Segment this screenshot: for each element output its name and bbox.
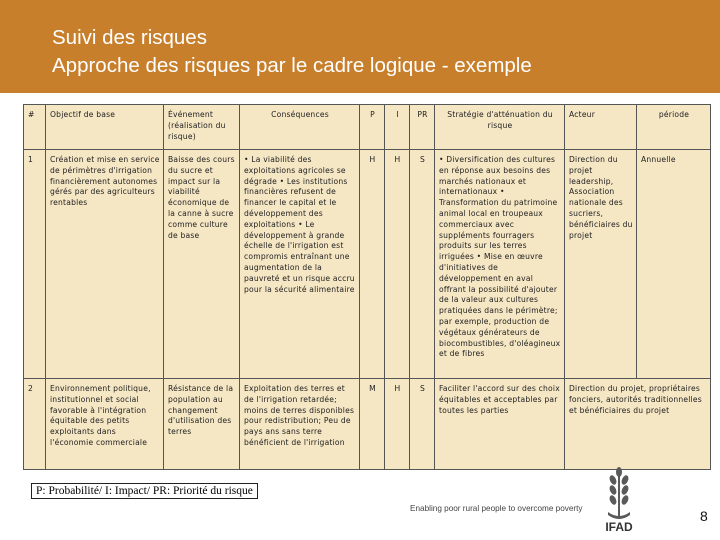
header-cell: période: [637, 105, 711, 150]
logo-text: IFAD: [605, 520, 633, 534]
header-cell: I: [385, 105, 410, 150]
objectif-cell: Création et mise en service de périmètres d'irrigation financièrement autonomes gérés par des agriculteurs rentables: [46, 150, 164, 379]
table-row: [24, 150, 711, 379]
consequences-cell: Exploitation des terres et de l'irrigation retardée; moins de terres disponibles pour redistribution; Peu de pays ans sans terre bénéficient de l'irrigation: [240, 379, 360, 470]
header-cell: Acteur: [565, 105, 637, 150]
evenement-cell: Baisse des cours du sucre et impact sur la viabilité économique de la canne à sucre comme culture de base: [164, 150, 240, 379]
table-header-row: [24, 105, 711, 150]
header-cell: #: [24, 105, 46, 150]
row-number: 2: [24, 379, 46, 470]
impact-cell: H: [385, 150, 410, 379]
priorite-cell: S: [410, 150, 435, 379]
title-banner: [0, 0, 720, 93]
header-cell: PR: [410, 105, 435, 150]
impact-cell: H: [385, 379, 410, 470]
table-row: [24, 379, 711, 470]
header-cell: Événement (réalisation du risque): [164, 105, 240, 150]
objectif-cell: Environnement politique, institutionnel et social favorable à l'intégration équitable des petits exploitants dans l'économie commerciale: [46, 379, 164, 470]
consequences-cell: • La viabilité des exploitations agricoles se dégrade • Les institutions financières refusent de financer le capital et le développement des exploitations • Le développement à grande échelle de l'irrigation est compromis entraînant une augmentation de la pauvreté et un risque accru pour la sécurité alimentaire: [240, 150, 360, 379]
slide-title: [52, 24, 532, 80]
page-number: 8: [700, 508, 708, 524]
header-cell: P: [360, 105, 385, 150]
evenement-cell: Résistance de la population au changement d'utilisation des terres: [164, 379, 240, 470]
row-number: 1: [24, 150, 46, 379]
header-cell: Objectif de base: [46, 105, 164, 150]
footer-tagline: Enabling poor rural people to overcome poverty: [410, 504, 583, 513]
acteur-cell: Direction du projet, propriétaires fonciers, autorités traditionnelles et bénéficiaires du projet: [565, 379, 711, 470]
strategie-cell: • Diversification des cultures en réponse aux besoins des marchés nationaux et internationaux • Transformation du patrimoine animal local en troupeaux commerciaux avec suppléments fourragers produits sur les terres irriguées • Mise en œuvre d'initiatives de développement en aval offrant la possibilité d'ajouter de la valeur aux cultures pratiquées dans le périmètre; par exemple, production de végétaux générateurs de biocombustibles, d'oléagineux et de fibres: [435, 150, 565, 379]
probabilite-cell: H: [360, 150, 385, 379]
periode-cell: Annuelle: [637, 150, 711, 379]
header-cell: Conséquences: [240, 105, 360, 150]
acteur-cell: Direction du projet leadership, Association nationale des sucriers, bénéficiaires du projet: [565, 150, 637, 379]
title-line-2: Approche des risques par le cadre logique - exemple: [52, 54, 532, 77]
header-cell: Stratégie d'atténuation du risque: [435, 105, 565, 150]
probabilite-cell: M: [360, 379, 385, 470]
title-line-1: Suivi des risques: [52, 26, 207, 49]
ifad-logo: [594, 466, 644, 536]
legend-box: P: Probabilité/ I: Impact/ PR: Priorité du risque: [31, 483, 258, 499]
strategie-cell: Faciliter l'accord sur des choix équitables et acceptables par toutes les parties: [435, 379, 565, 470]
wheat-icon: [594, 466, 644, 520]
risk-table: [23, 104, 711, 470]
priorite-cell: S: [410, 379, 435, 470]
